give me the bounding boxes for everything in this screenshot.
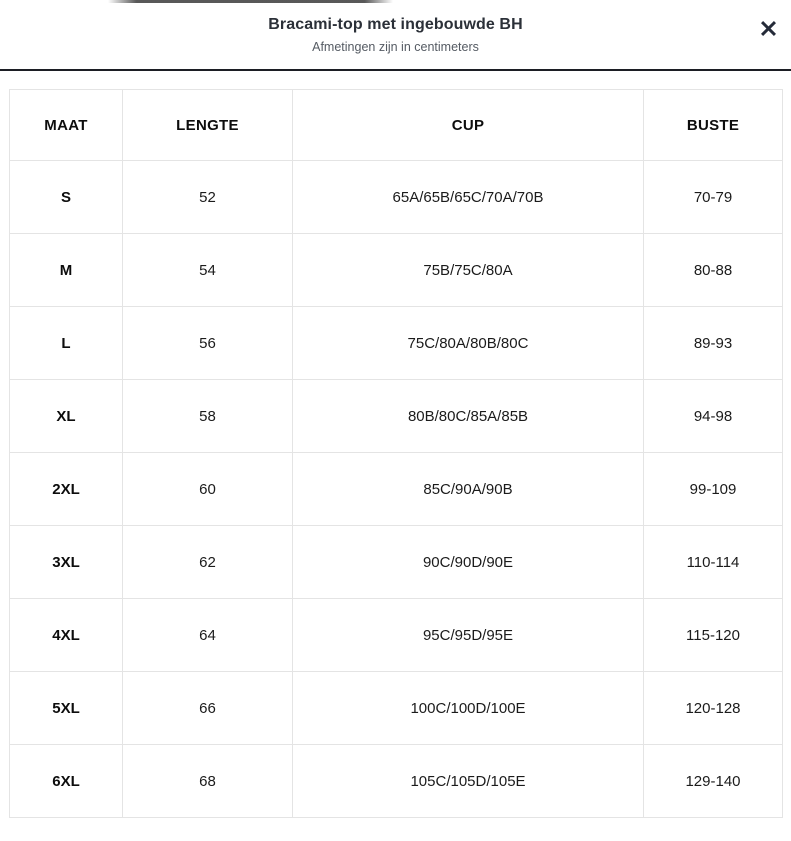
size-cell: L (10, 307, 123, 380)
size-cell: 5XL (10, 672, 123, 745)
column-header-cup: CUP (293, 90, 644, 161)
table-cell: 56 (123, 307, 293, 380)
table-cell: 115-120 (644, 599, 783, 672)
modal-header (0, 0, 791, 71)
size-cell: 2XL (10, 453, 123, 526)
table-cell: 90C/90D/90E (293, 526, 644, 599)
table-cell: 80-88 (644, 234, 783, 307)
table-cell: 85C/90A/90B (293, 453, 644, 526)
table-cell: 110-114 (644, 526, 783, 599)
table-cell: 94-98 (644, 380, 783, 453)
table-cell: 62 (123, 526, 293, 599)
table-cell: 99-109 (644, 453, 783, 526)
size-cell: 6XL (10, 745, 123, 818)
table-cell: 52 (123, 161, 293, 234)
size-cell: S (10, 161, 123, 234)
size-table (9, 89, 783, 818)
size-chart-title: Bracami-top met ingebouwde BH (268, 15, 523, 33)
table-cell: 75C/80A/80B/80C (293, 307, 644, 380)
table-row (10, 234, 783, 307)
table-cell: 60 (123, 453, 293, 526)
table-row (10, 599, 783, 672)
size-cell: XL (10, 380, 123, 453)
table-row (10, 161, 783, 234)
table-cell: 70-79 (644, 161, 783, 234)
table-cell: 54 (123, 234, 293, 307)
size-cell: 3XL (10, 526, 123, 599)
column-header-buste: BUSTE (644, 90, 783, 161)
size-cell: 4XL (10, 599, 123, 672)
column-header-lengte: LENGTE (123, 90, 293, 161)
table-row (10, 672, 783, 745)
table-cell: 75B/75C/80A (293, 234, 644, 307)
table-cell: 100C/100D/100E (293, 672, 644, 745)
size-chart-subtitle: Afmetingen zijn in centimeters (312, 39, 479, 54)
table-cell: 89-93 (644, 307, 783, 380)
table-row (10, 526, 783, 599)
table-cell: 105C/105D/105E (293, 745, 644, 818)
table-cell: 120-128 (644, 672, 783, 745)
table-cell: 80B/80C/85A/85B (293, 380, 644, 453)
table-cell: 68 (123, 745, 293, 818)
size-cell: M (10, 234, 123, 307)
table-row (10, 453, 783, 526)
table-cell: 65A/65B/65C/70A/70B (293, 161, 644, 234)
table-cell: 129-140 (644, 745, 783, 818)
close-icon (759, 19, 778, 38)
table-cell: 58 (123, 380, 293, 453)
table-header-row (10, 90, 783, 161)
size-table-container (9, 89, 782, 818)
table-row (10, 307, 783, 380)
column-header-maat: MAAT (10, 90, 123, 161)
table-row (10, 745, 783, 818)
table-row (10, 380, 783, 453)
table-cell: 95C/95D/95E (293, 599, 644, 672)
close-button[interactable] (757, 17, 779, 39)
table-cell: 64 (123, 599, 293, 672)
table-cell: 66 (123, 672, 293, 745)
